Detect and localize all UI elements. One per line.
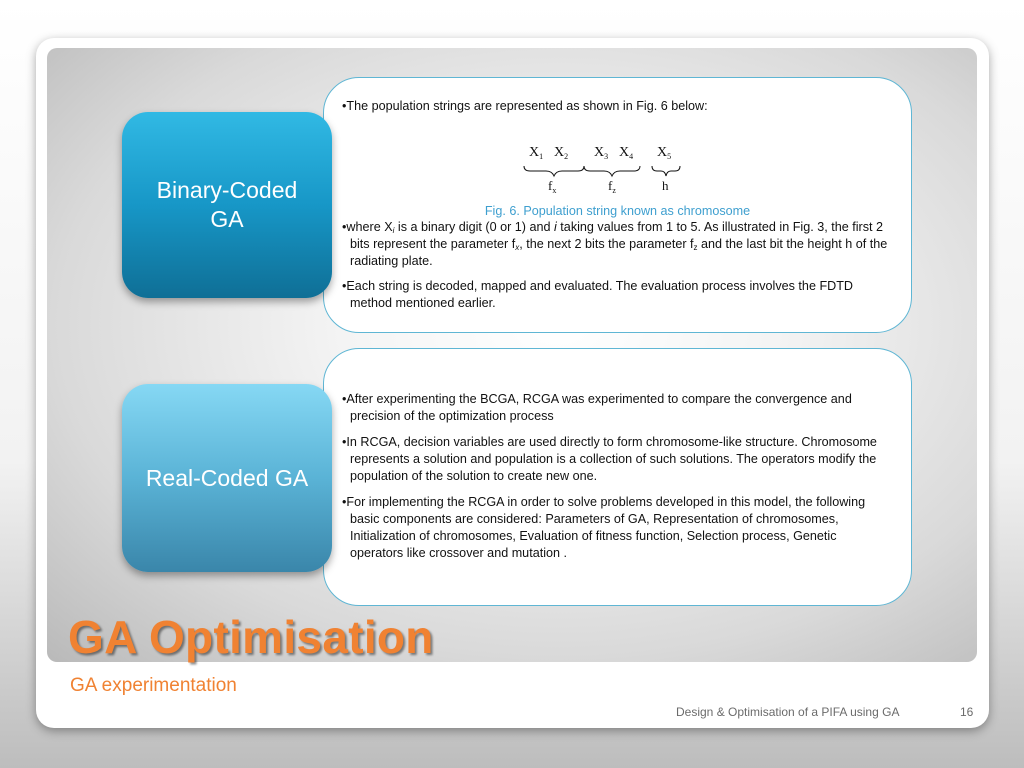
rcga-decision-variables-bullet: •In RCGA, decision variables are used directly to form chromosome-like structure. Chromosome represents a solution and population is a collection of such solutions. The operators modify the population of the solution to create new one. xyxy=(342,435,877,483)
population-strings-bullet: •The population strings are represented as shown in Fig. 6 below: xyxy=(342,99,708,113)
chromosome-diagram xyxy=(522,140,682,200)
slide-subtitle: GA experimentation xyxy=(70,675,237,696)
rcga-comparison-bullet: •After experimenting the BCGA, RCGA was experimented to compare the convergence and precision of the optimization process xyxy=(342,392,852,423)
gene-x1: $X_1$ xyxy=(529,145,544,161)
real-coded-ga-pill xyxy=(122,384,332,572)
gene-x5: $X_5$ xyxy=(657,145,672,161)
real-coded-text-box xyxy=(323,348,912,606)
footer-text: Design & Optimisation of a PIFA using GA xyxy=(676,705,900,719)
page-number: 16 xyxy=(960,705,974,719)
binary-coded-text-box xyxy=(323,77,912,333)
rcga-components-bullet: •For implementing the RCGA in order to solve problems developed in this model, the following basic components are considered: Parameters of GA, Representation of chromosomes, Initialization of chromosomes, Evaluation of fitness function, Selection process, Genetic operators like crossover and mutation . xyxy=(342,495,866,560)
group-h: h xyxy=(662,178,669,193)
real-pill-label: Real-Coded GA xyxy=(145,464,309,491)
gene-x2: $X_2$ xyxy=(554,145,569,161)
group-fz: $f_z$ xyxy=(608,178,616,195)
binary-coded-ga-pill xyxy=(122,112,332,298)
figure-caption: Fig. 6. Population string known as chromosome xyxy=(484,204,751,218)
where-xi-bullet: •where $X_i$ is a binary digit (0 or 1) and i taking values from 1 to 5. As illustrated in Fig. 3, the first 2 bits represent the parameter $f_x$, the next 2 bits the parameter $f_z$ and the last bit the height h of the radiating plate. xyxy=(342,220,888,268)
gene-x3: $X_3$ xyxy=(594,145,609,161)
decode-evaluate-bullet: •Each string is decoded, mapped and evaluated. The evaluation process involves the FDTD method mentioned earlier. xyxy=(342,279,854,310)
group-fx: $f_x$ xyxy=(548,178,557,195)
slide-title: GA Optimisation xyxy=(68,611,434,663)
gene-x4: $X_4$ xyxy=(619,145,634,161)
brace-fz xyxy=(584,166,640,176)
brace-h xyxy=(652,166,680,176)
binary-pill-label-line1: Binary-Coded xyxy=(156,177,298,203)
brace-fx xyxy=(524,166,584,176)
binary-pill-label-line2: GA xyxy=(210,206,244,232)
